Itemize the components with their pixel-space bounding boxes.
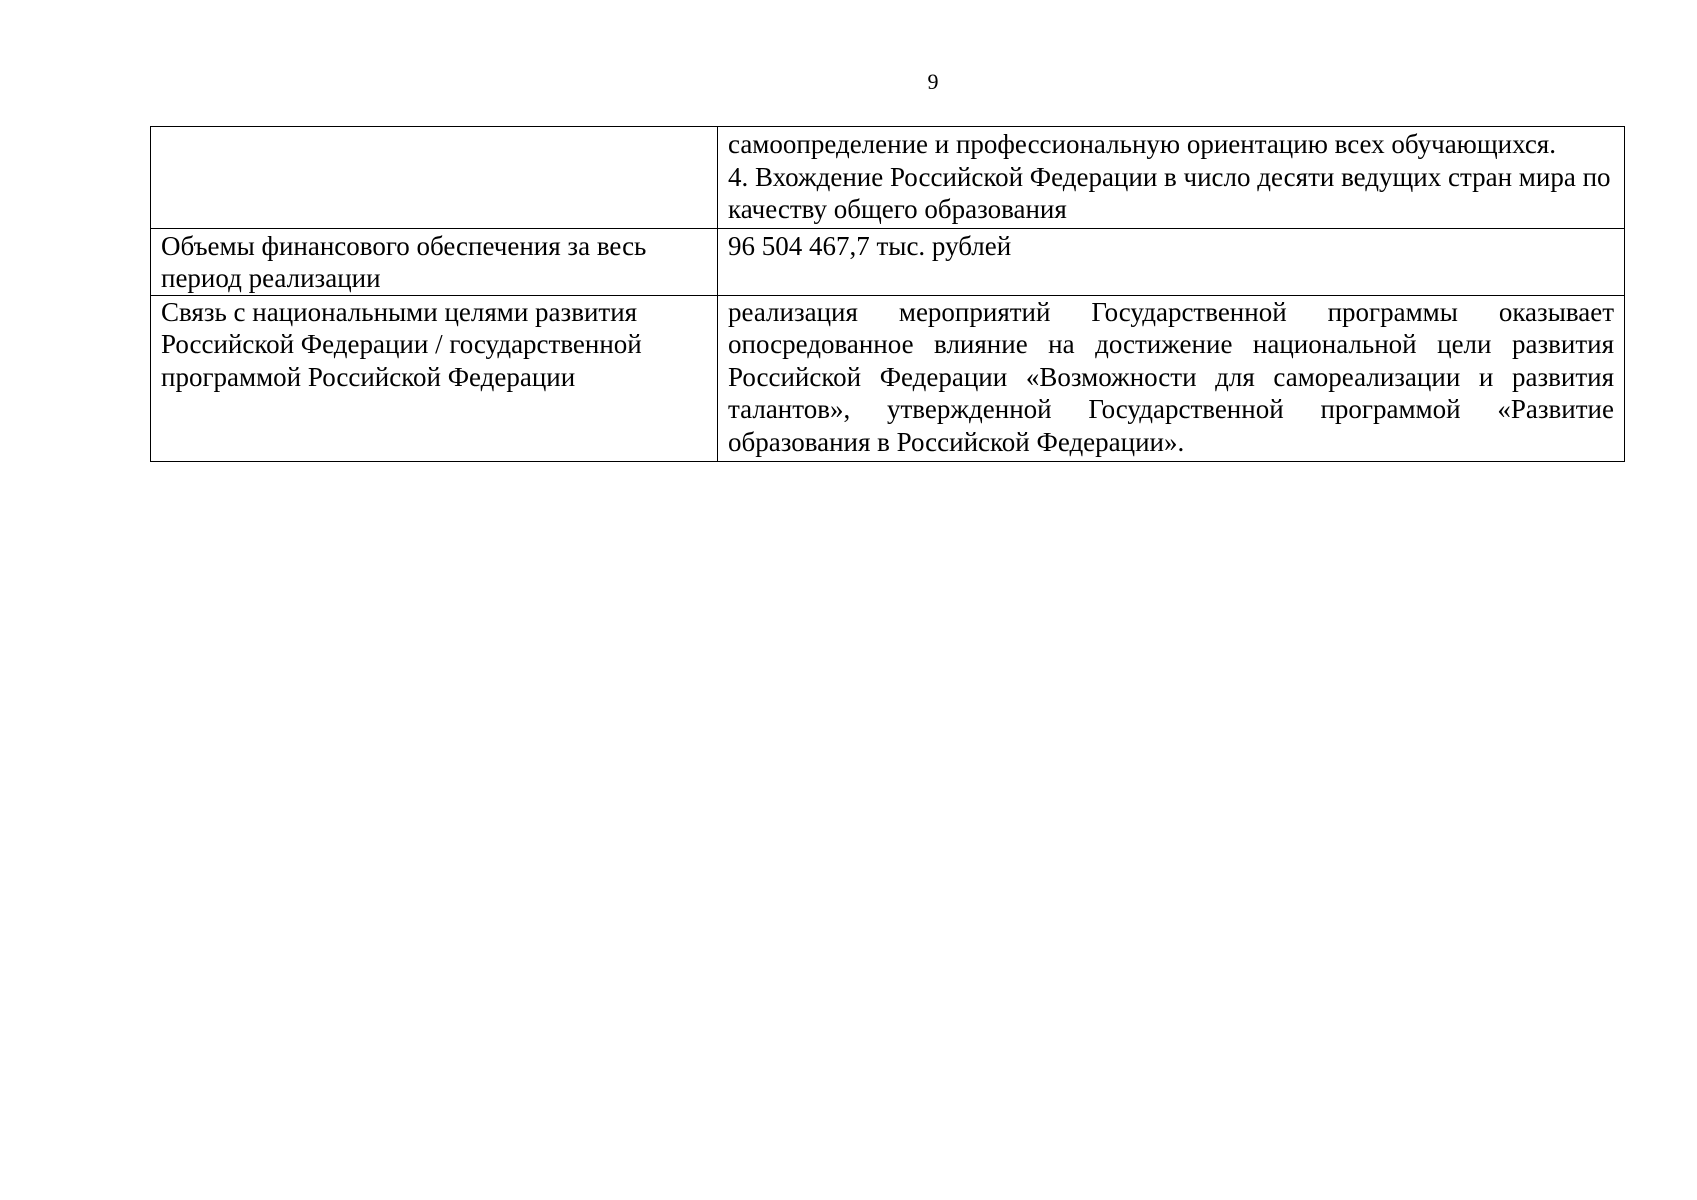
- row-label: [151, 127, 718, 229]
- page-number: 9: [927, 69, 939, 94]
- table-row: [151, 228, 1625, 295]
- row-value: [718, 295, 1625, 462]
- row-value: [718, 127, 1625, 229]
- table-row: [151, 295, 1625, 462]
- value-line: самоопределение и профессиональную ориентацию всех обучающихся.: [728, 129, 1556, 159]
- value-line: 4. Вхождение Российской Федерации в число десяти ведущих стран мира по качеству общего образования: [728, 161, 1611, 224]
- value-line: 96 504 467,7 тыс. рублей: [728, 230, 1012, 261]
- value-line: реализация мероприятий Государственной программы оказывает опосредованное влияние на достижение национальной цели развития Российской Федерации «Возможности для самореализации и развития талантов», утвержденной Государственной программой «Развитие образования в Российской Федерации».: [728, 296, 1614, 457]
- passport-table: [150, 126, 1625, 462]
- row-label: Объемы финансового обеспечения за весь период реализации: [151, 228, 718, 295]
- table-row: [151, 127, 1625, 229]
- row-label: Связь с национальными целями развития Российской Федерации / государственной программой Российской Федерации: [151, 295, 718, 462]
- row-value: [718, 228, 1625, 295]
